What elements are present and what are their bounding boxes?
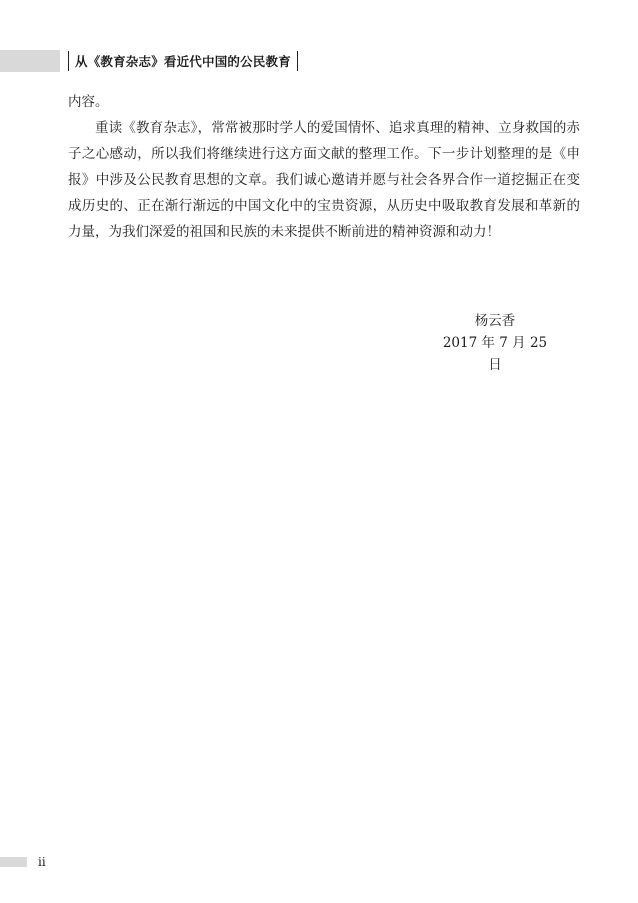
signature-date: 2017 年 7 月 25 日: [442, 335, 548, 373]
footer-decoration-bar: [0, 857, 27, 867]
signature-author: 杨云香: [474, 313, 516, 329]
page-number: ii: [38, 855, 46, 869]
header-right-rule: [297, 51, 298, 71]
header-decoration-bar: [0, 50, 60, 72]
paragraph-continuation: 内容。: [68, 94, 109, 110]
signature-block: [440, 310, 550, 376]
running-header: [68, 50, 298, 72]
body-text: [68, 89, 580, 245]
header-title: 从《教育杂志》看近代中国的公民教育: [75, 54, 291, 69]
paragraph-main: 重读《教育杂志》，常常被那时学人的爱国情怀、追求真理的精神、立身救国的赤子之心感动，所以我们将继续进行这方面文献的整理工作。下一步计划整理的是《申报》中涉及公民教育思想的文章。我们诚心邀请并愿与社会各界合作一道挖掘正在变成历史的、正在渐行渐远的中国文化中的宝贵资源，从历史中吸取教育发展和革新的力量，为我们深爱的祖国和民族的未来提供不断前进的精神资源和动力！: [68, 120, 580, 240]
